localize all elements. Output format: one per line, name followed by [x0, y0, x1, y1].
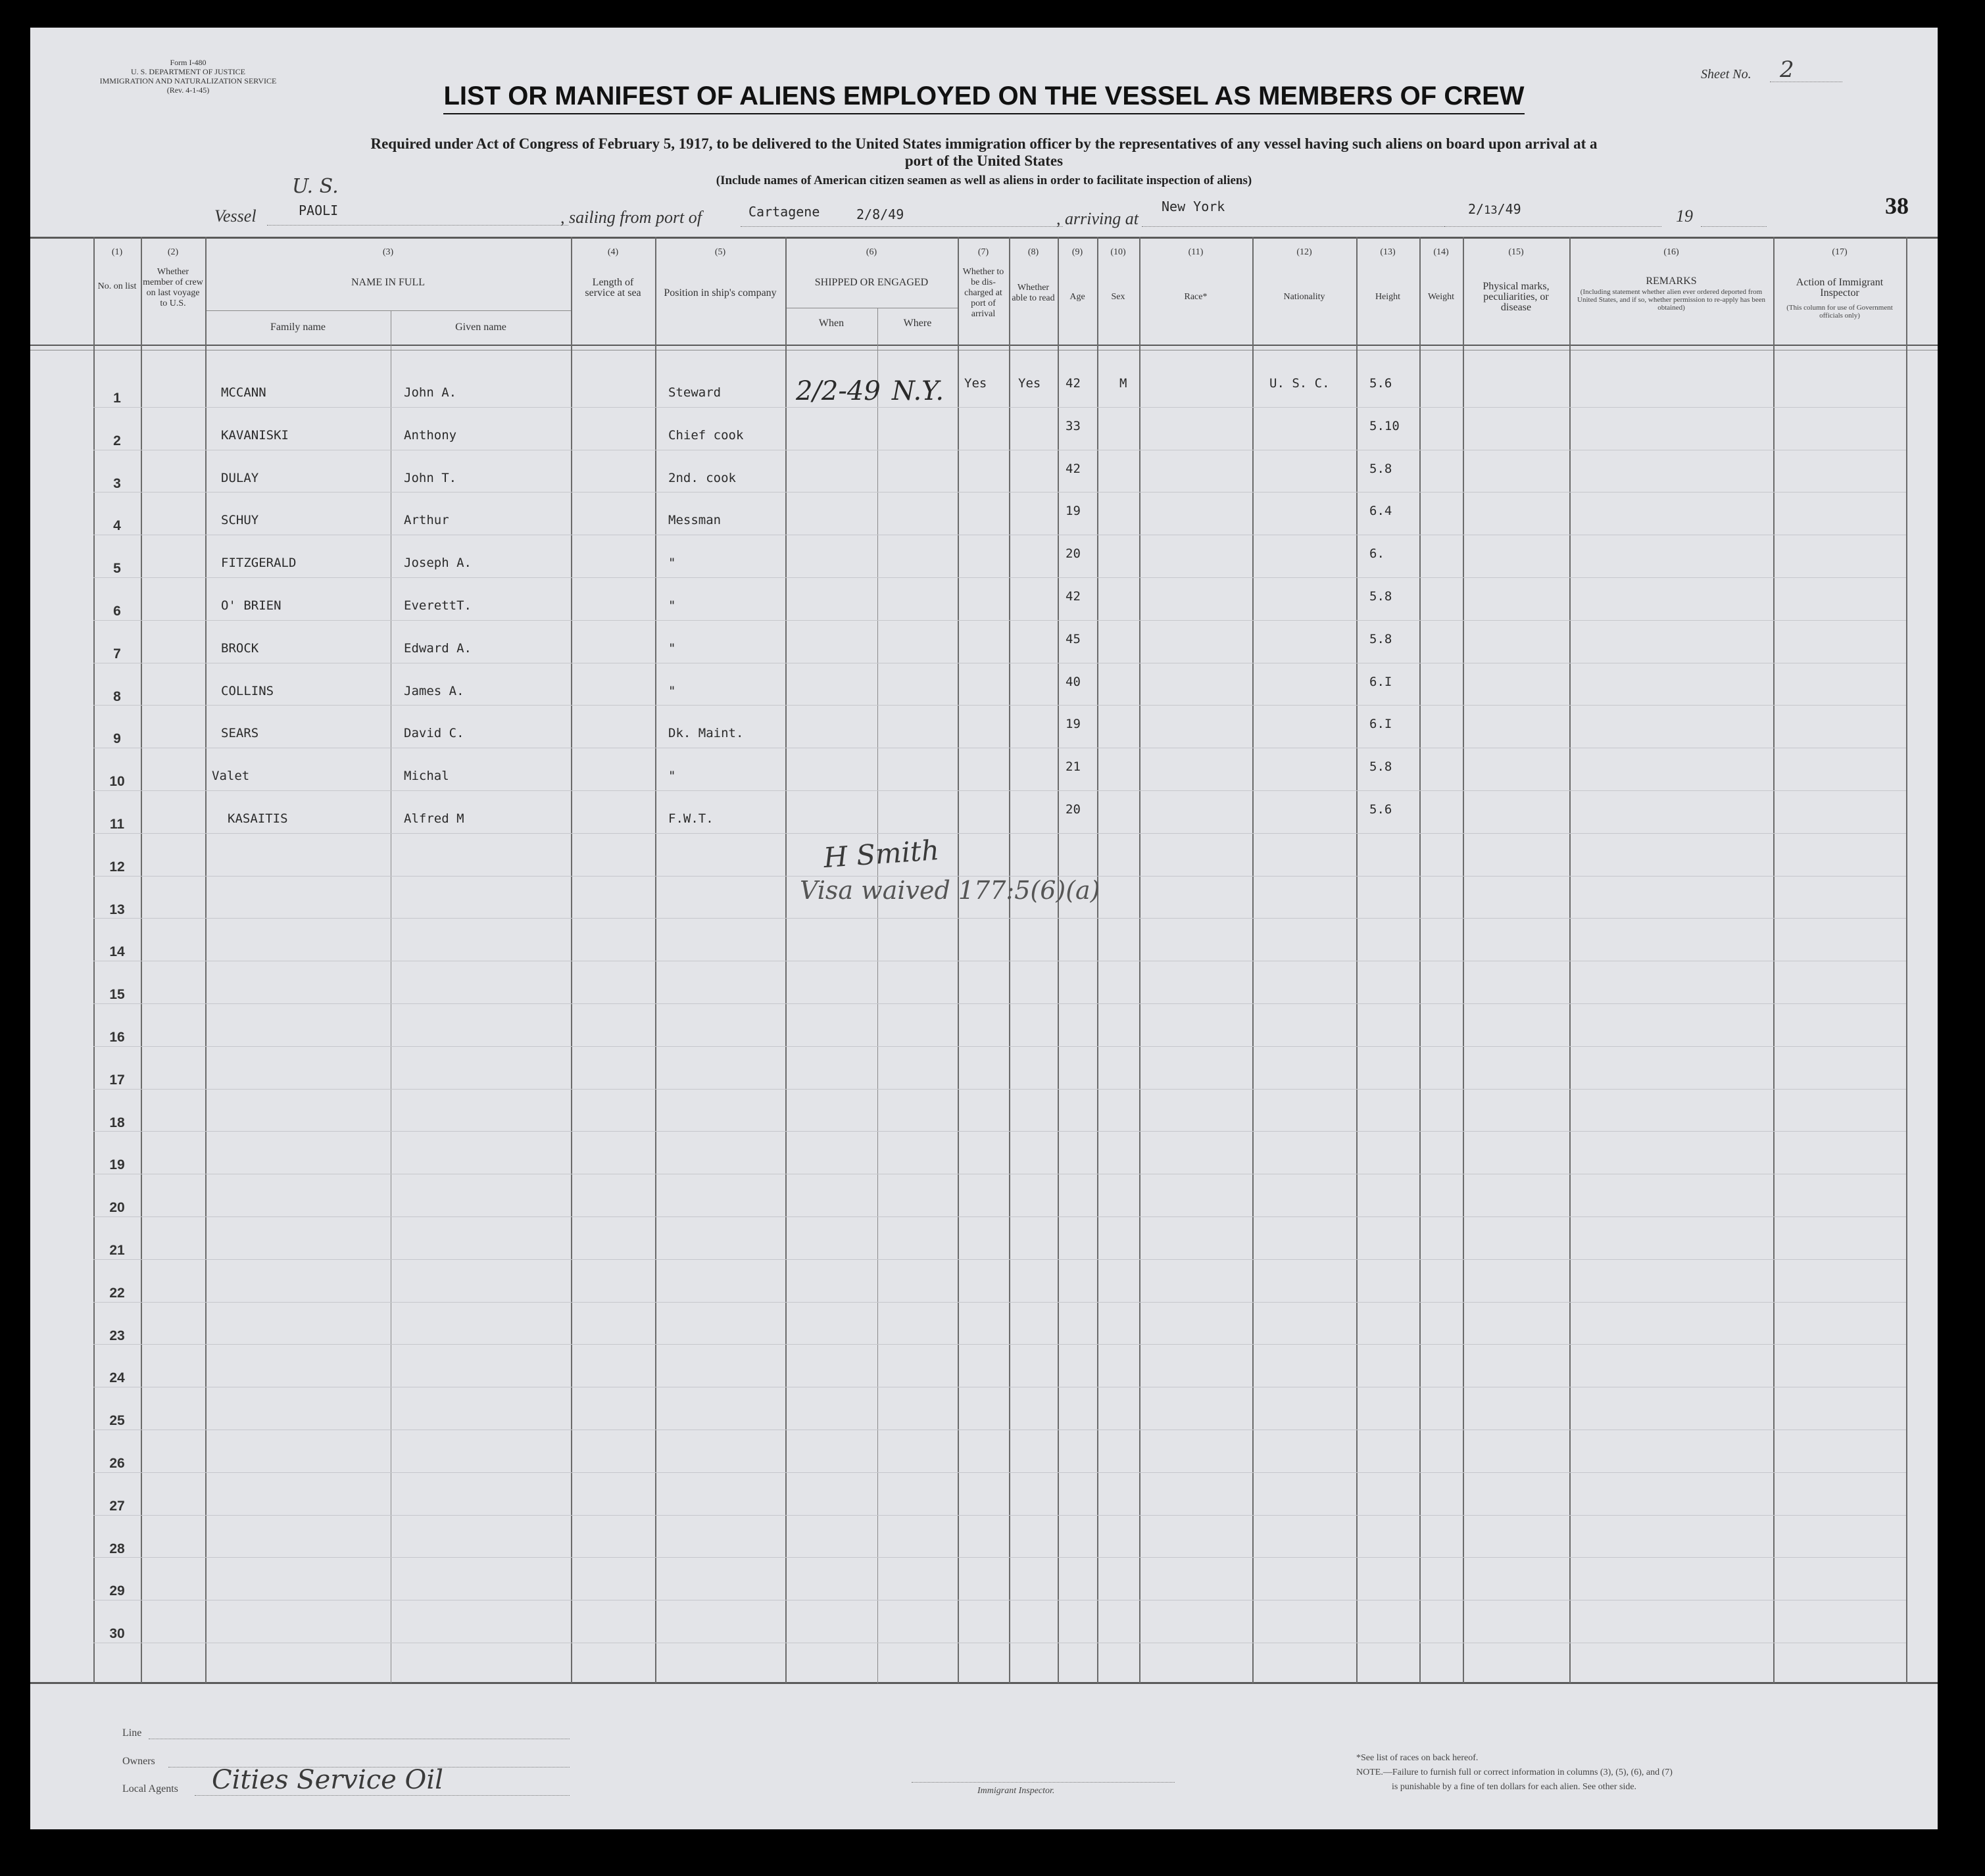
- inspector-note: (This column for use of Government officials only): [1786, 304, 1893, 320]
- col-num-13: (13): [1380, 247, 1396, 257]
- family-name-cell: BROCK: [221, 640, 259, 656]
- vessel-name: PAOLI: [299, 203, 339, 218]
- age-cell: 42: [1066, 461, 1081, 476]
- age-cell: 20: [1066, 546, 1081, 562]
- position-cell: ": [668, 683, 676, 698]
- footer-note-line2: is punishable by a fine of ten dollars for each alien. See other side.: [1392, 1782, 1637, 1792]
- height-cell: 6.I: [1369, 717, 1392, 732]
- col-line: [655, 237, 656, 1683]
- given-name-cell: Alfred M: [404, 811, 464, 826]
- sailing-label: , sailing from port of: [560, 208, 702, 227]
- arriving-line: [1142, 226, 1477, 227]
- where-header: Where: [903, 318, 932, 329]
- col-header-16: REMARKS: [1646, 276, 1697, 287]
- given-name-cell: Joseph A.: [404, 556, 472, 571]
- family-name-cell: FITZGERALD: [221, 556, 297, 571]
- col-num-6: (6): [866, 247, 877, 257]
- subtitle-line1: Required under Act of Congress of February 5, 1917, to be delivered to the United States immigration officer by the representatives of any vessel having such aliens on board upon arrival at a: [370, 135, 1598, 152]
- col-num-1: (1): [111, 247, 123, 257]
- age-cell: 42: [1066, 589, 1081, 604]
- row-rule: [93, 1344, 1906, 1345]
- age-cell: 21: [1066, 759, 1081, 775]
- given-name-cell: Arthur: [404, 513, 449, 528]
- age-cell: 19: [1066, 504, 1081, 519]
- row-number: 26: [109, 1456, 125, 1471]
- row-number: 6: [113, 604, 121, 619]
- col-num-12: (12): [1296, 247, 1312, 257]
- col-num-10: (10): [1110, 247, 1126, 257]
- age-cell: 42: [1066, 376, 1081, 391]
- col-line: [1009, 237, 1010, 1683]
- row-number: 22: [109, 1285, 125, 1301]
- position-cell: ": [668, 598, 676, 613]
- row-number: 24: [109, 1370, 125, 1386]
- row-number: 29: [109, 1583, 125, 1599]
- height-cell: 6.4: [1369, 504, 1392, 519]
- inspector-label: Immigrant Inspector.: [977, 1786, 1055, 1796]
- given-name-cell: David C.: [404, 726, 464, 741]
- row-rule: [93, 1216, 1906, 1217]
- given-name-cell: John T.: [404, 470, 457, 485]
- page-number: 38: [1885, 193, 1909, 219]
- year-line: [1701, 226, 1767, 227]
- col-num-17: (17): [1832, 247, 1848, 257]
- col-header-15: Physical marks, peculiarities, or disease: [1483, 281, 1550, 313]
- form-number: Form I-480: [170, 58, 207, 67]
- table-top-border: [30, 237, 1938, 239]
- col-header-10: Sex: [1111, 292, 1125, 302]
- arriving-label: , arriving at: [1056, 209, 1139, 228]
- col-line: [1906, 237, 1907, 1683]
- age-cell: 40: [1066, 674, 1081, 689]
- family-name-cell: KAVANISKI: [221, 427, 289, 443]
- row-number: 7: [113, 646, 121, 661]
- table-bottom-border: [30, 1682, 1938, 1684]
- col-header-1: No. on list: [97, 281, 137, 291]
- row-number: 10: [109, 774, 125, 790]
- sheet-number: 2: [1780, 57, 1794, 83]
- row-rule: [93, 918, 1906, 919]
- position-cell: Chief cook: [668, 427, 744, 443]
- vessel-prefix: U. S.: [292, 175, 339, 198]
- height-cell: 5.6: [1369, 376, 1392, 391]
- header-bottom-border: [30, 345, 1938, 346]
- row-number: 14: [109, 944, 125, 960]
- col-num-4: (4): [607, 247, 619, 257]
- shipped-when-cell: 2/2-49: [796, 376, 881, 406]
- col-header-5: Position in ship's company: [664, 287, 777, 299]
- height-cell: 5.8: [1369, 631, 1392, 646]
- family-name-cell: O' BRIEN: [221, 598, 282, 613]
- instructions-note: (Include names of American citizen seamen as well as aliens in order to facilitate inspection of aliens): [716, 174, 1252, 187]
- age-cell: 19: [1066, 717, 1081, 732]
- row-number: 9: [113, 731, 121, 747]
- col-num-15: (15): [1508, 247, 1524, 257]
- arriving-date: 2/13/49: [1468, 201, 1521, 217]
- col-header-3: NAME IN FULL: [351, 277, 425, 288]
- col-num-8: (8): [1027, 247, 1039, 257]
- row-number: 27: [109, 1498, 125, 1514]
- col-line: [1419, 237, 1421, 1683]
- row-rule: [93, 833, 1906, 834]
- row-rule: [93, 1089, 1906, 1090]
- row-number: 18: [109, 1115, 125, 1130]
- height-cell: 5.8: [1369, 461, 1392, 476]
- row-rule: [93, 1472, 1906, 1473]
- remarks-note: (Including statement whether alien ever ordered deported from United States, and if so, whether permission to re-apply has been obtained): [1577, 288, 1765, 312]
- row-rule: [93, 492, 1906, 493]
- row-rule: [93, 407, 1906, 408]
- col-header-8: Whether able to read: [1012, 283, 1055, 303]
- row-rule: [93, 1557, 1906, 1558]
- age-cell: 20: [1066, 802, 1081, 817]
- col-num-16: (16): [1663, 247, 1679, 257]
- col-num-5: (5): [714, 247, 726, 257]
- given-name-cell: EverettT.: [404, 598, 472, 613]
- position-cell: ": [668, 769, 676, 784]
- col-line: [1773, 237, 1775, 1683]
- able-to-read-cell: Yes: [1018, 376, 1041, 391]
- vessel-label: Vessel: [214, 206, 257, 226]
- row-number: 11: [109, 817, 125, 832]
- footer-agents-value: Cities Service Oil: [212, 1765, 443, 1795]
- row-number: 23: [109, 1328, 125, 1343]
- col-header-7: Whether to be dis-charged at port of arrival: [962, 267, 1004, 319]
- sheet-label: Sheet No.: [1701, 67, 1752, 82]
- name-subheader-line: [205, 310, 571, 311]
- given-name-cell: Michal: [404, 769, 449, 784]
- row-number: 13: [109, 902, 125, 917]
- col-num-7: (7): [977, 247, 989, 257]
- height-cell: 5.8: [1369, 759, 1392, 775]
- given-name-cell: Edward A.: [404, 640, 472, 656]
- family-name-cell: SCHUY: [221, 513, 259, 528]
- height-cell: 5.10: [1369, 418, 1400, 433]
- col-line: [785, 237, 787, 1683]
- age-cell: 33: [1066, 418, 1081, 433]
- col-num-11: (11): [1188, 247, 1204, 257]
- row-rule: [93, 1046, 1906, 1047]
- row-rule: [93, 1302, 1906, 1303]
- manifest-page: [30, 28, 1938, 1829]
- family-name-header: Family name: [270, 322, 326, 333]
- date-line: [1444, 226, 1661, 227]
- footer-line-label: Line: [122, 1727, 142, 1739]
- row-number: 21: [109, 1243, 125, 1258]
- given-name-header: Given name: [455, 322, 506, 333]
- col-line: [141, 237, 142, 1683]
- arriving-port: New York: [1162, 199, 1225, 214]
- row-rule: [93, 1259, 1906, 1260]
- col-header-13: Height: [1375, 292, 1401, 302]
- col-num-3: (3): [382, 247, 394, 257]
- row-rule: [93, 1003, 1906, 1004]
- sailing-line: [741, 226, 1063, 227]
- row-number: 16: [109, 1030, 125, 1045]
- footer-note-line1: NOTE.—Failure to furnish full or correct information in columns (3), (5), (6), and (7): [1356, 1768, 1673, 1777]
- page-title: LIST OR MANIFEST OF ALIENS EMPLOYED ON THE VESSEL AS MEMBERS OF CREW: [30, 82, 1938, 111]
- col-header-14: Weight: [1427, 292, 1455, 302]
- col-line: [1058, 237, 1059, 1683]
- col-num-2: (2): [167, 247, 179, 257]
- row-rule: [93, 1131, 1906, 1132]
- discharged-cell: Yes: [964, 376, 987, 391]
- height-cell: 5.8: [1369, 589, 1392, 604]
- row-number: 1: [113, 391, 121, 406]
- height-cell: 5.6: [1369, 802, 1392, 817]
- col-line: [877, 308, 878, 1683]
- row-number: 25: [109, 1413, 125, 1429]
- form-revision: (Rev. 4-1-45): [166, 85, 210, 95]
- footer-agents-field: [195, 1795, 570, 1796]
- service: IMMIGRATION AND NATURALIZATION SERVICE: [99, 76, 277, 85]
- year-label: 19: [1676, 206, 1693, 226]
- sex-cell: M: [1119, 376, 1127, 391]
- col-line: [1139, 237, 1140, 1683]
- position-cell: ": [668, 640, 676, 656]
- col-line: [1463, 237, 1464, 1683]
- col-header-6: SHIPPED OR ENGAGED: [814, 277, 929, 288]
- position-cell: Dk. Maint.: [668, 726, 744, 741]
- position-cell: Messman: [668, 513, 722, 528]
- family-name-cell: COLLINS: [221, 683, 274, 698]
- row-number: 28: [109, 1541, 125, 1556]
- family-name-cell: SEARS: [221, 726, 259, 741]
- row-number: 12: [109, 859, 125, 875]
- subtitle-line2: port of the United States: [904, 153, 1064, 169]
- shipped-where-cell: N.Y.: [892, 376, 944, 406]
- row-number: 17: [109, 1072, 125, 1088]
- sailing-port: Cartagene: [748, 204, 820, 220]
- given-name-cell: James A.: [404, 683, 464, 698]
- row-rule: [93, 790, 1906, 791]
- row-number: 2: [113, 433, 121, 448]
- col-header-11: Race*: [1184, 292, 1208, 302]
- position-cell: ": [668, 556, 676, 571]
- col-header-12: Nationality: [1283, 292, 1325, 302]
- footer-owners-label: Owners: [122, 1756, 155, 1767]
- row-number: 15: [109, 987, 125, 1003]
- family-name-cell: MCCANN: [221, 385, 266, 400]
- arriving-day: 13: [1484, 204, 1498, 217]
- department: U. S. DEPARTMENT OF JUSTICE: [131, 67, 245, 76]
- height-cell: 6.: [1369, 546, 1385, 562]
- col-line: [571, 237, 572, 1683]
- row-number: 3: [113, 475, 121, 491]
- family-name-cell: Valet: [212, 769, 250, 784]
- col-line: [1097, 237, 1098, 1683]
- race-note: *See list of races on back hereof.: [1356, 1753, 1479, 1763]
- handwritten-visa-note: Visa waived 177:5(6)(a): [800, 876, 1100, 905]
- sailing-date: 2/8/49: [856, 206, 904, 222]
- col-num-14: (14): [1433, 247, 1449, 257]
- col-header-9: Age: [1069, 292, 1085, 302]
- col-line: [1252, 237, 1254, 1683]
- row-rule: [93, 1515, 1906, 1516]
- position-cell: 2nd. cook: [668, 470, 736, 485]
- inspector-signature-line: [912, 1782, 1175, 1783]
- family-name-cell: DULAY: [221, 470, 259, 485]
- footer-agents-label: Local Agents: [122, 1783, 178, 1794]
- col-header-17: Action of Immigrant Inspector: [1796, 277, 1884, 299]
- given-name-cell: Anthony: [404, 427, 457, 443]
- col-num-9: (9): [1071, 247, 1083, 257]
- col-line: [1569, 237, 1571, 1683]
- row-number: 30: [109, 1626, 125, 1642]
- row-rule: [93, 620, 1906, 621]
- row-number: 5: [113, 561, 121, 577]
- col-header-2: Whether member of crew on last voyage to U.S.: [143, 267, 203, 308]
- row-number: 8: [113, 688, 121, 704]
- col-line: [93, 237, 95, 1683]
- height-cell: 6.I: [1369, 674, 1392, 689]
- vessel-line: [267, 225, 568, 226]
- row-number: 4: [113, 518, 121, 534]
- position-cell: F.W.T.: [668, 811, 714, 826]
- nationality-cell: U. S. C.: [1269, 376, 1330, 391]
- family-name-cell: KASAITIS: [228, 811, 288, 826]
- col-line: [1356, 237, 1358, 1683]
- row-number: 20: [109, 1200, 125, 1216]
- col-header-4: Length of service at sea: [585, 277, 641, 299]
- col-line: [205, 237, 207, 1683]
- handwritten-signature: H Smith: [822, 833, 941, 875]
- col-line: [958, 237, 959, 1683]
- age-cell: 45: [1066, 631, 1081, 646]
- when-header: When: [818, 318, 845, 329]
- row-number: 19: [109, 1157, 125, 1173]
- row-rule: [93, 577, 1906, 578]
- row-rule: [93, 705, 1906, 706]
- given-name-cell: John A.: [404, 385, 457, 400]
- position-cell: Steward: [668, 385, 722, 400]
